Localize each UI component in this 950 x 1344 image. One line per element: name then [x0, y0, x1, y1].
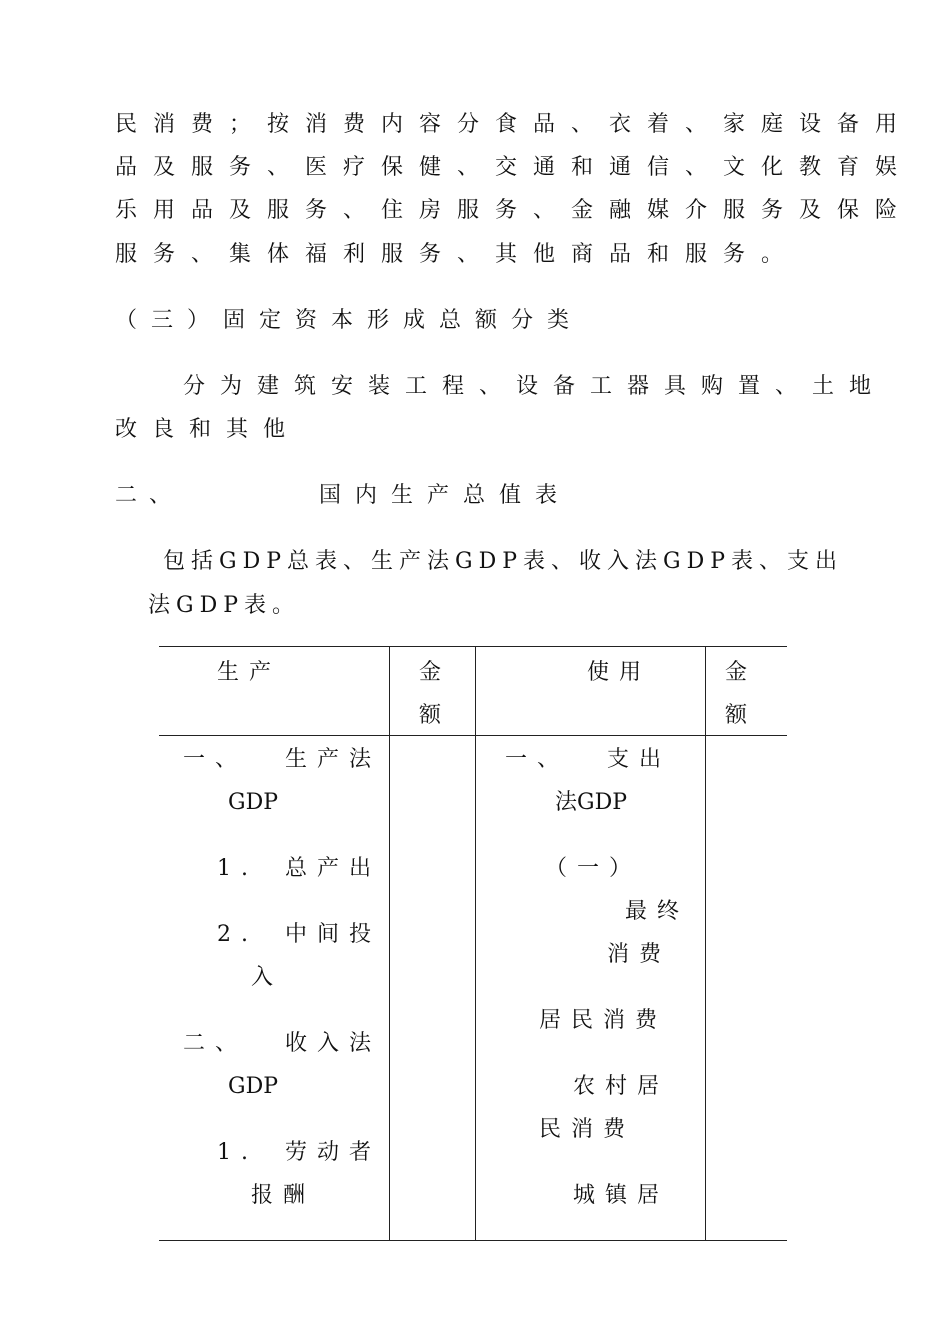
table-col-rule	[389, 647, 390, 1240]
gdp-intro: 法GDP表。	[148, 593, 301, 618]
table-cell: 入	[251, 965, 284, 990]
table-header-rule	[159, 735, 787, 736]
table-cell: 生产法	[285, 747, 382, 772]
table-cell: 二、	[183, 1031, 248, 1056]
header-use: 使用	[587, 660, 652, 685]
header-amount: 金	[419, 660, 452, 685]
section2-title: 国内生产总值表	[319, 483, 572, 508]
table-cell: GDP	[228, 790, 279, 815]
table-cell: 法GDP	[555, 790, 628, 815]
table-cell: 1.	[217, 1140, 258, 1165]
table-cell: 总产出	[285, 856, 382, 881]
table-cell: GDP	[228, 1074, 279, 1099]
table-col-rule	[705, 647, 706, 1240]
header-production: 生产	[217, 660, 282, 685]
table-cell: 报酬	[251, 1183, 316, 1208]
table-cell: 居民消费	[539, 1008, 668, 1033]
table-cell: 2.	[217, 922, 258, 947]
header-amount: 额	[725, 703, 758, 728]
section3-heading: （三）固定资本形成总额分类	[115, 308, 584, 333]
table-cell: 一、	[183, 747, 248, 772]
section3-body: 改良和其他	[115, 417, 301, 442]
gdp-table	[159, 646, 787, 1241]
header-amount: 金	[725, 660, 758, 685]
paragraph-line: 服务、集体福利服务、其他商品和服务。	[115, 242, 800, 267]
table-cell: 中间投	[285, 922, 382, 947]
header-amount: 额	[419, 703, 452, 728]
paragraph-line: 品及服务、医疗保健、交通和通信、文化教育娱	[115, 155, 914, 180]
table-cell: （一）	[545, 856, 642, 881]
gdp-intro: 包括GDP总表、生产法GDP表、收入法GDP表、支出	[163, 549, 844, 574]
table-cell: 一、	[505, 747, 570, 772]
table-cell: 支出	[607, 747, 672, 772]
table-cell: 劳动者	[285, 1140, 382, 1165]
table-cell: 农村居	[573, 1074, 670, 1099]
table-cell: 1.	[217, 856, 258, 881]
section2-number: 二、	[115, 483, 184, 508]
table-cell: 民消费	[539, 1117, 636, 1142]
table-cell: 收入法	[285, 1031, 382, 1056]
paragraph-line: 民消费；按消费内容分食品、衣着、家庭设备用	[115, 112, 914, 137]
paragraph-line: 乐用品及服务、住房服务、金融媒介服务及保险	[115, 198, 914, 223]
table-cell: 最终	[625, 899, 690, 924]
table-cell: 城镇居	[573, 1183, 670, 1208]
table-cell: 消费	[607, 942, 672, 967]
section3-body: 分为建筑安装工程、设备工器具购置、土地	[183, 374, 887, 399]
table-col-rule	[475, 647, 476, 1240]
